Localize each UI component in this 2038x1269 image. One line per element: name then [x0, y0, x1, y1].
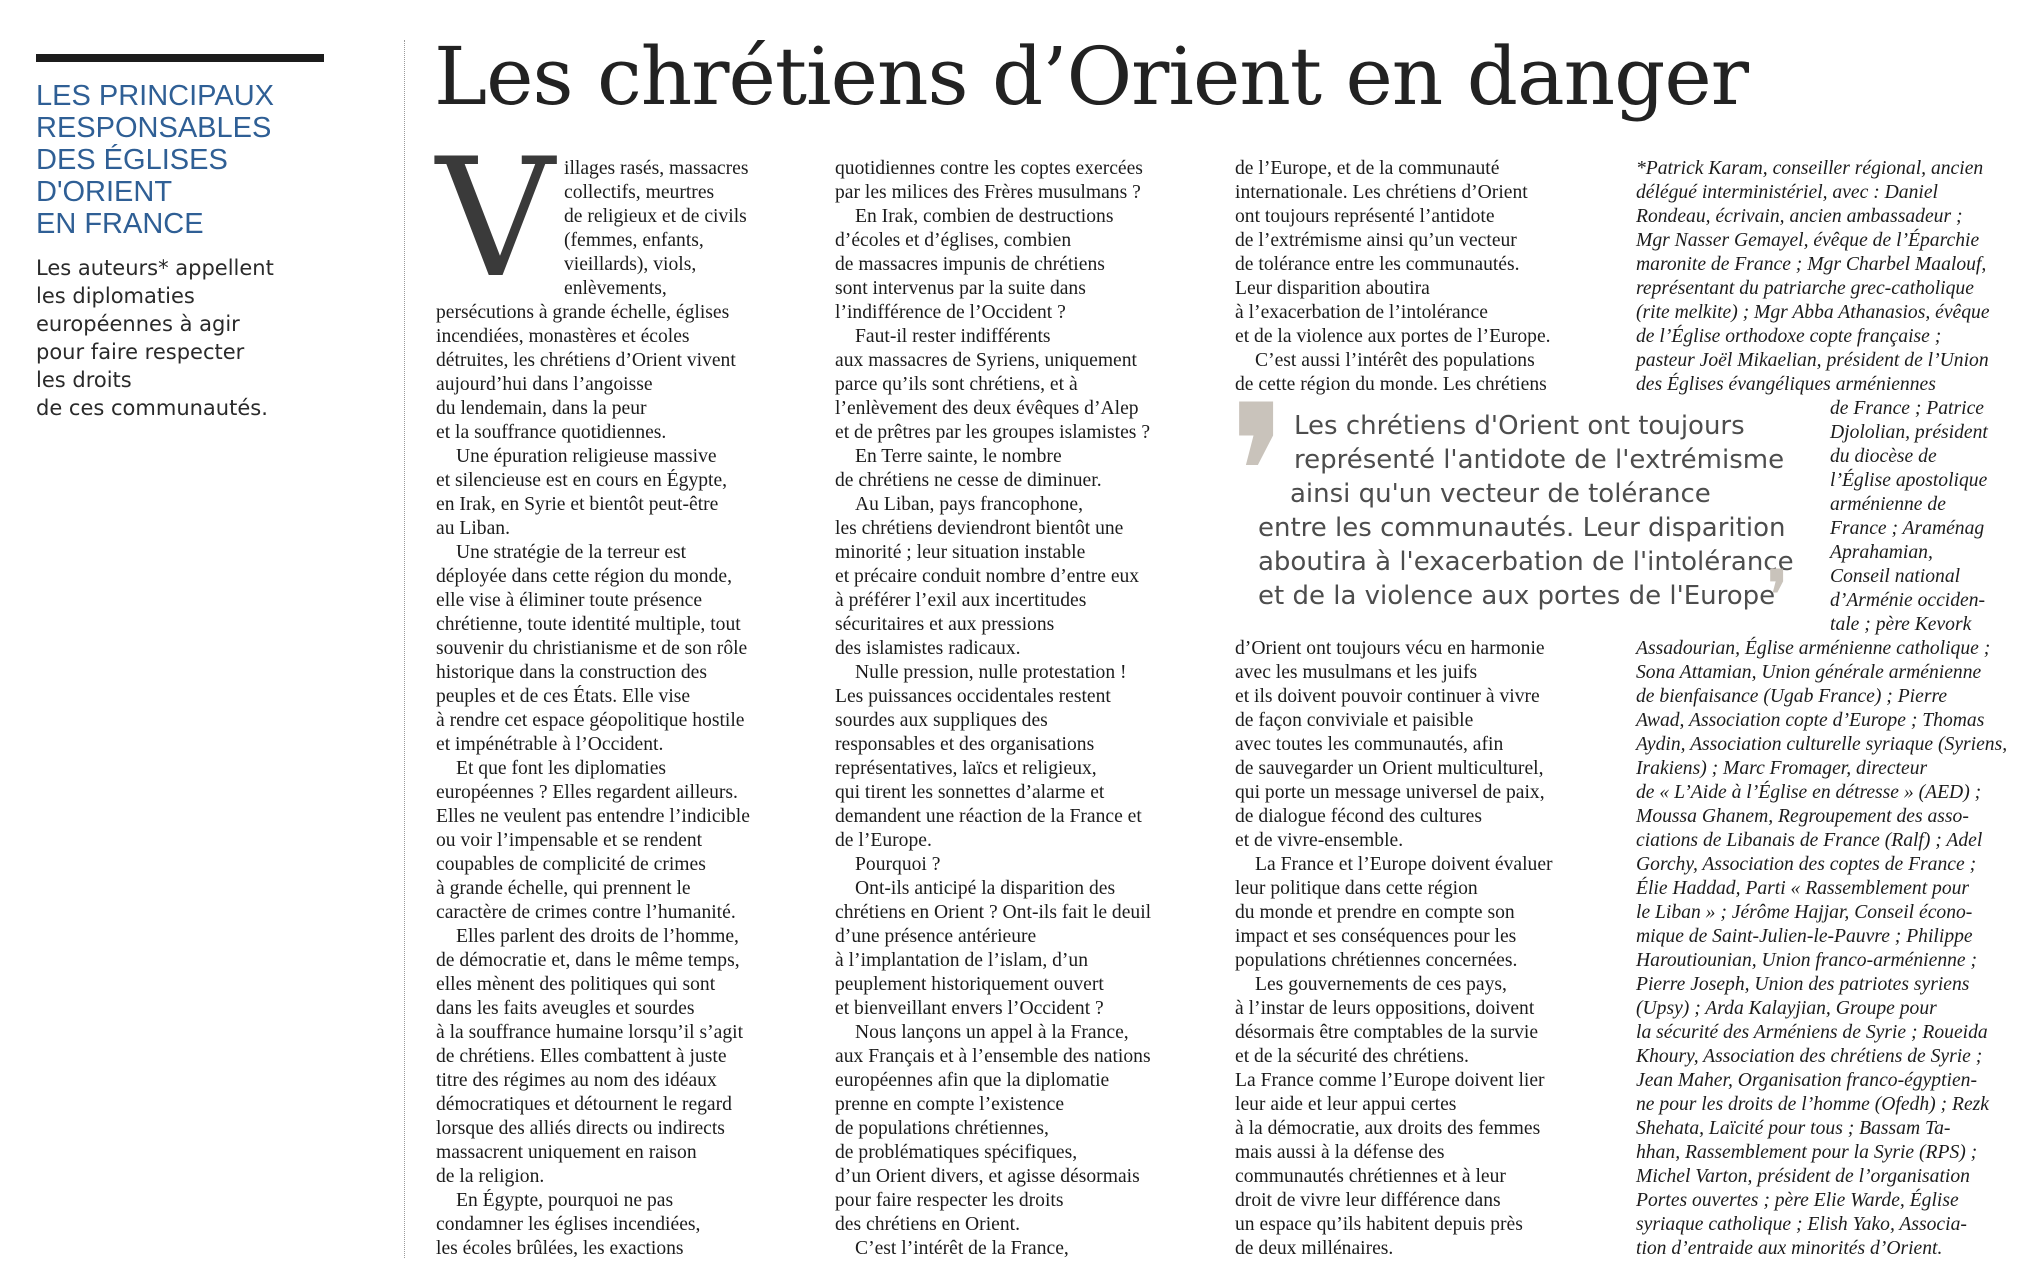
- text-line: de l’Église orthodoxe copte française ;: [1636, 326, 1942, 347]
- text-line: et la souffrance quotidiennes.: [436, 422, 667, 443]
- article-column-2: [835, 157, 1225, 1261]
- text-line: le Liban » ; Jérôme Hajjar, Conseil écono-: [1636, 902, 1973, 923]
- sidebar-intro-line: les droits: [36, 368, 132, 392]
- text-line: de « L’Aide à l’Église en détresse » (AED) ;: [1636, 782, 1982, 803]
- text-line: et ils doivent pouvoir continuer à vivre: [1235, 686, 1540, 707]
- text-line: leur politique dans cette région: [1235, 878, 1478, 899]
- article-title: Les chrétiens d’Orient en danger: [434, 30, 1748, 123]
- text-line: Sona Attamian, Union générale arménienne: [1636, 662, 1982, 683]
- sidebar-intro-line: pour faire respecter: [36, 340, 245, 364]
- text-line: internationale. Les chrétiens d’Orient: [1235, 182, 1528, 203]
- text-line: tion d’entraide aux minorités d’Orient.: [1636, 1238, 1943, 1259]
- text-line: d’écoles et d’églises, combien: [835, 230, 1072, 251]
- text-line: peuplement historiquement ouvert: [835, 974, 1104, 995]
- text-line: pasteur Joël Mikaelian, président de l’Union: [1636, 350, 1989, 371]
- text-line: Nulle pression, nulle protestation !: [855, 662, 1127, 683]
- quote-close-icon: ❜: [1766, 554, 1790, 638]
- text-line: En Terre sainte, le nombre: [855, 446, 1062, 467]
- text-line: en Irak, en Syrie et bientôt peut-être: [436, 494, 719, 515]
- text-line: à l’instar de leurs oppositions, doivent: [1235, 998, 1535, 1019]
- text-line: Nous lançons un appel à la France,: [855, 1022, 1129, 1043]
- text-line: de chrétiens ne cesse de diminuer.: [835, 470, 1102, 491]
- sidebar-intro: [36, 254, 336, 422]
- text-line: Elles parlent des droits de l’homme,: [456, 926, 739, 947]
- text-line: par les milices des Frères musulmans ?: [835, 182, 1141, 203]
- text-line: aux Français et à l’ensemble des nations: [835, 1046, 1151, 1067]
- sidebar-heading-line: RESPONSABLES: [36, 112, 272, 144]
- text-line: de démocratie et, dans le même temps,: [436, 950, 740, 971]
- text-line: Aprahamian,: [1830, 542, 1933, 563]
- pull-quote: [1258, 409, 1798, 613]
- text-line: et bienveillant envers l’Occident ?: [835, 998, 1104, 1019]
- text-line: La France comme l’Europe doivent lier: [1235, 1070, 1545, 1091]
- text-line: dans les faits aveugles et sourdes: [436, 998, 695, 1019]
- text-line: lorsque des alliés directs ou indirects: [436, 1118, 725, 1139]
- text-line: Assadourian, Église arménienne catholique ;: [1636, 638, 1991, 659]
- text-line: Michel Varton, président de l’organisation: [1636, 1166, 1970, 1187]
- text-line: d’un Orient divers, et agisse désormais: [835, 1166, 1140, 1187]
- text-line: arménienne de: [1830, 494, 1946, 515]
- text-line: Jean Maher, Organisation franco-égyptien-: [1636, 1070, 1978, 1091]
- pull-quote-line: Les chrétiens d'Orient ont toujours: [1294, 411, 1745, 441]
- text-line: au Liban.: [436, 518, 510, 539]
- text-line: à l’exacerbation de l’intolérance: [1235, 302, 1488, 323]
- text-line: peuples et de ces États. Elle vise: [436, 686, 691, 707]
- text-line: de massacres impunis de chrétiens: [835, 254, 1105, 275]
- text-line: qui porte un message universel de paix,: [1235, 782, 1545, 803]
- signatories-side: [1830, 397, 1988, 637]
- pull-quote-line: ainsi qu'un vecteur de tolérance: [1290, 479, 1711, 509]
- signatories-bottom: [1636, 637, 2007, 1261]
- text-line: d’Arménie occiden-: [1830, 590, 1986, 611]
- text-line: et de la sécurité des chrétiens.: [1235, 1046, 1469, 1067]
- sidebar-heading-line: D'ORIENT: [36, 176, 173, 208]
- sidebar-heading-line: LES PRINCIPAUX: [36, 80, 274, 112]
- text-line: communautés chrétiennes et à leur: [1235, 1166, 1506, 1187]
- text-line: Gorchy, Association des coptes de France ;: [1636, 854, 1977, 875]
- article-column-3-bottom: [1235, 637, 1625, 1261]
- sidebar-heading-line: DES ÉGLISES: [36, 144, 228, 176]
- sidebar-heading: [36, 80, 326, 240]
- signatories-top: [1636, 157, 1990, 397]
- text-line: Haroutiounian, Union franco-arménienne ;: [1636, 950, 1978, 971]
- text-line: maronite de France ; Mgr Charbel Maalouf,: [1636, 254, 1987, 275]
- text-line: (rite melkite) ; Mgr Abba Athanasios, évêque: [1636, 302, 1990, 323]
- sidebar-intro-line: européennes à agir: [36, 312, 240, 336]
- text-line: ciations de Libanais de France (Ralf) ; Adel: [1636, 830, 1983, 851]
- text-line: mais aussi à la défense des: [1235, 1142, 1445, 1163]
- text-line: elles mènent des politiques qui sont: [436, 974, 716, 995]
- text-line: de la religion.: [436, 1166, 545, 1187]
- quote-open-icon: ❜: [1228, 364, 1290, 585]
- text-line: C’est aussi l’intérêt des populations: [1255, 350, 1535, 371]
- text-line: Irakiens) ; Marc Fromager, directeur: [1636, 758, 1928, 779]
- text-line: des islamistes radicaux.: [835, 638, 1021, 659]
- text-line: de problématiques spécifiques,: [835, 1142, 1078, 1163]
- text-line: Rondeau, écrivain, ancien ambassadeur ;: [1636, 206, 1963, 227]
- article-column-3-top: [1235, 157, 1625, 397]
- text-line: Pourquoi ?: [855, 854, 941, 875]
- sidebar-top-rule: [36, 54, 324, 62]
- text-line: minorité ; leur situation instable: [835, 542, 1086, 563]
- text-line: du lendemain, dans la peur: [436, 398, 647, 419]
- sidebar-heading-line: EN FRANCE: [36, 208, 204, 240]
- text-line: avec toutes les communautés, afin: [1235, 734, 1504, 755]
- text-line: ou voir l’impensable et se rendent: [436, 830, 703, 851]
- text-line: Une stratégie de la terreur est: [456, 542, 687, 563]
- text-line: à grande échelle, qui prennent le: [436, 878, 691, 899]
- text-line: aujourd’hui dans l’angoisse: [436, 374, 653, 395]
- text-line: sourdes aux suppliques des: [835, 710, 1048, 731]
- text-line: démocratiques et détournent le regard: [436, 1094, 732, 1115]
- sidebar-intro-line: de ces communautés.: [36, 396, 268, 420]
- text-line: France ; Araménag: [1830, 518, 1985, 539]
- pull-quote-line: représenté l'antidote de l'extrémisme: [1294, 445, 1785, 475]
- text-line: de chrétiens. Elles combattent à juste: [436, 1046, 727, 1067]
- column-divider: [404, 40, 405, 1258]
- text-line: massacrent uniquement en raison: [436, 1142, 697, 1163]
- text-line: de France ; Patrice: [1830, 398, 1984, 419]
- text-line: européennes afin que la diplomatie: [835, 1070, 1110, 1091]
- text-line: à l’implantation de l’islam, d’un: [835, 950, 1089, 971]
- text-line: illages rasés, massacres: [564, 158, 749, 179]
- text-line: Djololian, président: [1830, 422, 1988, 443]
- text-line: du monde et prendre en compte son: [1235, 902, 1515, 923]
- text-line: de deux millénaires.: [1235, 1238, 1394, 1259]
- text-line: chrétiens en Orient ? Ont-ils fait le deuil: [835, 902, 1152, 923]
- pull-quote-line: aboutira à l'exacerbation de l'intolérance: [1258, 547, 1794, 577]
- text-line: La France et l’Europe doivent évaluer: [1255, 854, 1553, 875]
- sidebar-intro-line: les diplomaties: [36, 284, 195, 308]
- text-line: leur aide et leur appui certes: [1235, 1094, 1457, 1115]
- text-line: coupables de complicité de crimes: [436, 854, 706, 875]
- text-line: détruites, les chrétiens d’Orient vivent: [436, 350, 736, 371]
- text-line: Portes ouvertes ; père Elie Warde, Église: [1636, 1190, 1959, 1211]
- text-line: à préférer l’exil aux incertitudes: [835, 590, 1087, 611]
- text-line: Les gouvernements de ces pays,: [1255, 974, 1507, 995]
- text-line: de bienfaisance (Ugab France) ; Pierre: [1636, 686, 1948, 707]
- text-line: condamner les églises incendiées,: [436, 1214, 701, 1235]
- text-line: de dialogue fécond des cultures: [1235, 806, 1483, 827]
- text-line: (femmes, enfants,: [564, 230, 704, 251]
- text-line: historique dans la construction des: [436, 662, 707, 683]
- text-line: Pierre Joseph, Union des patriotes syriens: [1636, 974, 1970, 995]
- text-line: Mgr Nasser Gemayel, évêque de l’Éparchie: [1636, 230, 1980, 251]
- text-line: les écoles brûlées, les exactions: [436, 1238, 684, 1259]
- text-line: tale ; père Kevork: [1830, 614, 1972, 635]
- text-line: Au Liban, pays francophone,: [855, 494, 1083, 515]
- text-line: C’est l’intérêt de la France,: [855, 1238, 1069, 1259]
- text-line: hhan, Rassemblement pour la Syrie (RPS) ;: [1636, 1142, 1978, 1163]
- text-line: *Patrick Karam, conseiller régional, ancien: [1636, 158, 1984, 179]
- text-line: prenne en compte l’existence: [835, 1094, 1065, 1115]
- text-line: Conseil national: [1830, 566, 1961, 587]
- text-line: de l’Europe, et de la communauté: [1235, 158, 1500, 179]
- text-line: de l’extrémisme ainsi qu’un vecteur: [1235, 230, 1517, 251]
- text-line: vieillards), viols,: [564, 254, 697, 275]
- text-line: sécuritaires et aux pressions: [835, 614, 1055, 635]
- text-line: Elles ne veulent pas entendre l’indicible: [436, 806, 750, 827]
- text-line: incendiées, monastères et écoles: [436, 326, 690, 347]
- text-line: les chrétiens deviendront bientôt une: [835, 518, 1124, 539]
- text-line: impact et ses conséquences pour les: [1235, 926, 1517, 947]
- text-line: En Égypte, pourquoi ne pas: [456, 1190, 674, 1211]
- text-line: de populations chrétiennes,: [835, 1118, 1049, 1139]
- text-line: l’Église apostolique: [1830, 470, 1988, 491]
- text-line: de cette région du monde. Les chrétiens: [1235, 374, 1547, 395]
- text-line: et précaire conduit nombre d’entre eux: [835, 566, 1140, 587]
- text-line: des chrétiens en Orient.: [835, 1214, 1020, 1235]
- text-line: Shehata, Laïcité pour tous ; Bassam Ta-: [1636, 1118, 1951, 1139]
- text-line: responsables et des organisations: [835, 734, 1095, 755]
- text-line: à la démocratie, aux droits des femmes: [1235, 1118, 1541, 1139]
- text-line: un espace qu’ils habitent depuis près: [1235, 1214, 1523, 1235]
- text-line: du diocèse de: [1830, 446, 1937, 467]
- text-line: délégué interministériel, avec : Daniel: [1636, 182, 1938, 203]
- text-line: Moussa Ghanem, Regroupement des asso-: [1636, 806, 1969, 827]
- article-column-1: [436, 157, 826, 1261]
- pull-quote-line: entre les communautés. Leur disparition: [1258, 513, 1786, 543]
- text-line: représentant du patriarche grec-catholique: [1636, 278, 1974, 299]
- text-line: Élie Haddad, Parti « Rassemblement pour: [1636, 878, 1970, 899]
- text-line: et de prêtres par les groupes islamistes ?: [835, 422, 1151, 443]
- text-line: de façon conviviale et paisible: [1235, 710, 1474, 731]
- text-line: caractère de crimes contre l’humanité.: [436, 902, 736, 923]
- text-line: elle vise à éliminer toute présence: [436, 590, 703, 611]
- text-line: déployée dans cette région du monde,: [436, 566, 732, 587]
- text-line: et silencieuse est en cours en Égypte,: [436, 470, 728, 491]
- text-line: de sauvegarder un Orient multiculturel,: [1235, 758, 1544, 779]
- text-line: aux massacres de Syriens, uniquement: [835, 350, 1137, 371]
- text-line: et de vivre-ensemble.: [1235, 830, 1404, 851]
- text-line: Ont-ils anticipé la disparition des: [855, 878, 1116, 899]
- text-line: l’enlèvement des deux évêques d’Alep: [835, 398, 1139, 419]
- text-line: Leur disparition aboutira: [1235, 278, 1430, 299]
- text-line: à la souffrance humaine lorsqu’il s’agit: [436, 1022, 744, 1043]
- text-line: persécutions à grande échelle, églises: [436, 302, 730, 323]
- text-line: l’indifférence de l’Occident ?: [835, 302, 1066, 323]
- text-line: (Upsy) ; Arda Kalayjian, Groupe pour: [1636, 998, 1937, 1019]
- text-line: d’Orient ont toujours vécu en harmonie: [1235, 638, 1545, 659]
- text-line: quotidiennes contre les coptes exercées: [835, 158, 1143, 179]
- text-line: ne pour les droits de l’homme (Ofedh) ; Rezk: [1636, 1094, 1989, 1115]
- text-line: représentatives, laïcs et religieux,: [835, 758, 1097, 779]
- text-line: avec les musulmans et les juifs: [1235, 662, 1478, 683]
- text-line: chrétienne, toute identité multiple, tout: [436, 614, 741, 635]
- drop-cap: V: [436, 123, 555, 314]
- pull-quote-line: et de la violence aux portes de l'Europe: [1258, 581, 1776, 611]
- text-line: de religieux et de civils: [564, 206, 747, 227]
- text-line: européennes ? Elles regardent ailleurs.: [436, 782, 738, 803]
- text-line: populations chrétiennes concernées.: [1235, 950, 1518, 971]
- text-line: de l’Europe.: [835, 830, 932, 851]
- text-line: et impénétrable à l’Occident.: [436, 734, 664, 755]
- text-line: la sécurité des Arméniens de Syrie ; Roueida: [1636, 1022, 1988, 1043]
- text-line: demandent une réaction de la France et: [835, 806, 1142, 827]
- text-line: titre des régimes au nom des idéaux: [436, 1070, 717, 1091]
- text-line: Khoury, Association des chrétiens de Syrie ;: [1636, 1046, 1983, 1067]
- text-line: d’une présence antérieure: [835, 926, 1037, 947]
- text-line: Et que font les diplomaties: [456, 758, 667, 779]
- text-line: enlèvements,: [564, 278, 667, 299]
- text-line: En Irak, combien de destructions: [855, 206, 1114, 227]
- text-line: à rendre cet espace géopolitique hostile: [436, 710, 745, 731]
- text-line: pour faire respecter les droits: [835, 1190, 1064, 1211]
- text-line: et de la violence aux portes de l’Europe.: [1235, 326, 1551, 347]
- text-line: syriaque catholique ; Elish Yako, Associa-: [1636, 1214, 1967, 1235]
- text-line: Awad, Association copte d’Europe ; Thomas: [1636, 710, 1985, 731]
- text-line: ont toujours représenté l’antidote: [1235, 206, 1495, 227]
- text-line: Les puissances occidentales restent: [835, 686, 1111, 707]
- text-line: droit de vivre leur différence dans: [1235, 1190, 1501, 1211]
- text-line: Aydin, Association culturelle syriaque (Syriens,: [1636, 734, 2008, 755]
- text-line: sont intervenus par la suite dans: [835, 278, 1086, 299]
- text-line: de tolérance entre les communautés.: [1235, 254, 1520, 275]
- text-line: souvenir du christianisme et de son rôle: [436, 638, 748, 659]
- text-line: désormais être comptables de la survie: [1235, 1022, 1539, 1043]
- text-line: mique de Saint-Julien-le-Pauvre ; Philippe: [1636, 926, 1973, 947]
- text-line: collectifs, meurtres: [564, 182, 715, 203]
- sidebar-intro-line: Les auteurs* appellent: [36, 256, 274, 280]
- text-line: parce qu’ils sont chrétiens, et à: [835, 374, 1078, 395]
- text-line: qui tirent les sonnettes d’alarme et: [835, 782, 1105, 803]
- text-line: des Églises évangéliques arméniennes: [1636, 374, 1936, 395]
- text-line: Faut-il rester indifférents: [855, 326, 1051, 347]
- text-line: Une épuration religieuse massive: [456, 446, 717, 467]
